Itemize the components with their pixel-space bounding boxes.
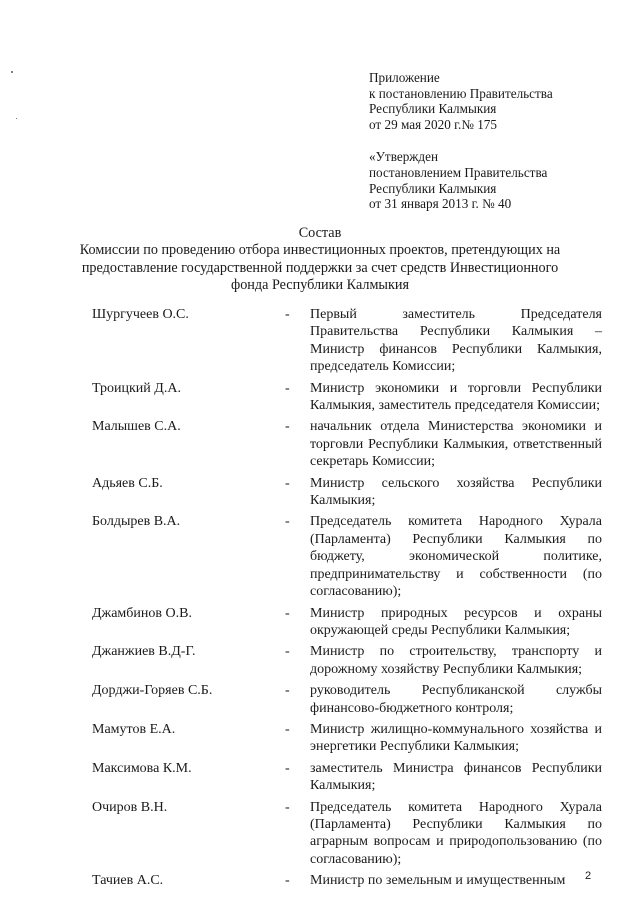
member-dash: - (285, 514, 290, 530)
member-name: Джамбинов О.В. (92, 605, 192, 621)
member-dash: - (285, 475, 290, 491)
member-row (92, 760, 607, 795)
commission-members-list (92, 306, 607, 894)
member-position: Первый заместитель Председателя Правительства Республики Калмыкия – Министр финансов Республики Калмыкия, председатель Комиссии; (310, 307, 602, 375)
member-name: Малышев С.А. (92, 419, 181, 435)
approved-line: постановлением Правительства (369, 164, 548, 180)
member-row (92, 306, 607, 376)
document-title (60, 225, 580, 295)
appendix-line: к постановлению Правительства (369, 85, 553, 101)
member-name: Джанжиев В.Д-Г. (92, 644, 196, 660)
member-name: Дорджи-Горяев С.Б. (92, 683, 213, 699)
member-position: заместитель Министра финансов Республики Калмыкия; (310, 760, 602, 794)
page-number: 2 (585, 870, 592, 882)
approved-block (369, 149, 619, 211)
title-line: предоставление государственной поддержки за счет средств Инвестиционного (81, 259, 559, 276)
member-position: Министр природных ресурсов и охраны окружающей среды Республики Калмыкия; (310, 605, 602, 638)
member-dash: - (285, 605, 290, 621)
member-row (92, 475, 607, 510)
member-position: Министр жилищно-коммунального хозяйства и энергетики Республики Калмыкия; (310, 721, 602, 755)
member-position: Министр сельского хозяйства Республики Калмыкия; (310, 475, 602, 509)
scan-speck (11, 71, 13, 73)
member-row (92, 682, 607, 717)
member-row (92, 605, 607, 640)
appendix-line: от 29 мая 2020 г.№ 175 (369, 116, 497, 132)
title-heading: Состав (298, 225, 342, 241)
member-dash: - (285, 721, 290, 737)
member-row (92, 418, 607, 470)
member-row (92, 721, 607, 756)
approved-line: от 31 января 2013 г. № 40 (369, 196, 512, 212)
member-row (92, 872, 607, 889)
member-position: начальник отдела Министерства экономики и торговли Республики Калмыкия, ответственный секретарь Комиссии; (310, 419, 602, 470)
member-name: Тачиев А.С. (92, 873, 164, 889)
member-dash: - (285, 799, 290, 815)
approved-line: Республики Калмыкия (369, 180, 497, 196)
member-dash: - (285, 380, 290, 396)
member-position: Председатель комитета Народного Хурала (Парламента) Республики Калмыкия по бюджету, экономической политике, предпринимательству и собственности (по согласованию); (310, 514, 602, 600)
member-name: Троицкий Д.А. (92, 380, 181, 396)
member-row (92, 380, 607, 415)
title-line: фонда Республики Калмыкия (231, 277, 409, 294)
member-dash: - (285, 873, 290, 889)
member-row (92, 513, 607, 600)
member-position: Министр экономики и торговли Республики Калмыкия, заместитель председателя Комиссии; (310, 380, 602, 414)
appendix-header (369, 70, 619, 212)
appendix-line: Приложение (369, 70, 440, 85)
member-name: Очиров В.Н. (92, 799, 168, 815)
member-name: Болдырев В.А. (92, 514, 181, 530)
member-position: Министр по земельным и имущественным (310, 873, 566, 889)
member-name: Шургучеев О.С. (92, 307, 189, 322)
member-dash: - (285, 760, 290, 776)
member-row (92, 799, 607, 869)
scan-speck (16, 118, 17, 119)
member-dash: - (285, 307, 290, 322)
member-position: Министр по строительству, транспорту и дорожному хозяйству Республики Калмыкия; (310, 644, 602, 677)
title-line: Комиссии по проведению отбора инвестиционных проектов, претендующих на (79, 242, 561, 259)
member-name: Мамутов Е.А. (92, 721, 176, 737)
member-name: Адьяев С.Б. (92, 475, 163, 491)
member-dash: - (285, 419, 290, 435)
member-dash: - (285, 683, 290, 699)
member-dash: - (285, 644, 290, 660)
approved-line: «Утвержден (369, 149, 439, 165)
member-position: руководитель Республиканской службы финансово-бюджетного контроля; (310, 683, 602, 716)
member-position: Председатель комитета Народного Хурала (Парламента) Республики Калмыкия по аграрным вопросам и природопользованию (по согласованию); (310, 799, 602, 867)
appendix-line: Республики Калмыкия (369, 101, 497, 117)
member-row (92, 643, 607, 678)
member-name: Максимова К.М. (92, 760, 192, 776)
